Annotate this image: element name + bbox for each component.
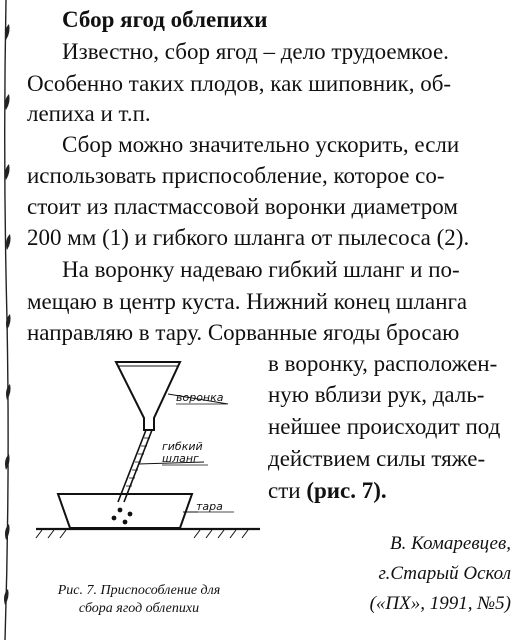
text-line: использовать приспособление, которое со- (27, 163, 445, 188)
author-city: г.Старый Оскол (378, 563, 511, 584)
figure-caption (24, 582, 254, 618)
text-line: На воронку надеваю гибкий шланг и по- (62, 257, 460, 282)
text-line: 200 мм (1) и гибкого шланга от пылесоса (2). (27, 225, 470, 250)
hose-drawing (118, 430, 152, 502)
text-line: Особенно таких плодов, как шиповник, об- (27, 71, 452, 96)
text-line: в воронку, расположен- (268, 351, 498, 376)
text-line: Известно, сбор ягод – дело трудоемкое. (62, 39, 449, 64)
figure-7-illustration (28, 352, 268, 552)
publication-source: («ПХ», 1991, №5) (369, 593, 511, 614)
text-line: направляю в тару. Сорванные ягоды бросаю (27, 320, 460, 345)
funnel-drawing (116, 362, 180, 430)
text-line: стоит из пластмассовой воронки диаметром (27, 194, 458, 219)
author-name: В. Комаревцев, (390, 533, 511, 554)
text-line: действием силы тяже- (268, 446, 486, 471)
figure-reference: (рис. 7) (306, 478, 381, 503)
text-line: нейшее происходит под (268, 414, 501, 439)
label-hose-1: гибкий (162, 440, 203, 453)
text-line: лепиха и т.п. (27, 101, 151, 126)
text-line-last (268, 477, 387, 505)
article-title: Сбор ягод облепихи (62, 7, 268, 32)
branch-border-decoration (0, 0, 14, 640)
text-fragment: сти (268, 478, 301, 503)
text-line: мещаю в центр куста. Нижний конец шланга (27, 289, 468, 314)
end-punctuation: . (380, 478, 387, 503)
caption-line-1: Рис. 7. Приспособление для (57, 583, 221, 598)
caption-line-2: сбора ягод облепихи (78, 601, 200, 616)
label-container: тара (196, 500, 223, 513)
label-funnel: воронка (176, 391, 224, 404)
text-line: Сбор можно значительно ускорить, если (62, 132, 460, 157)
label-hose-2: шланг (162, 452, 199, 465)
text-line: ную вблизи рук, даль- (268, 382, 485, 407)
